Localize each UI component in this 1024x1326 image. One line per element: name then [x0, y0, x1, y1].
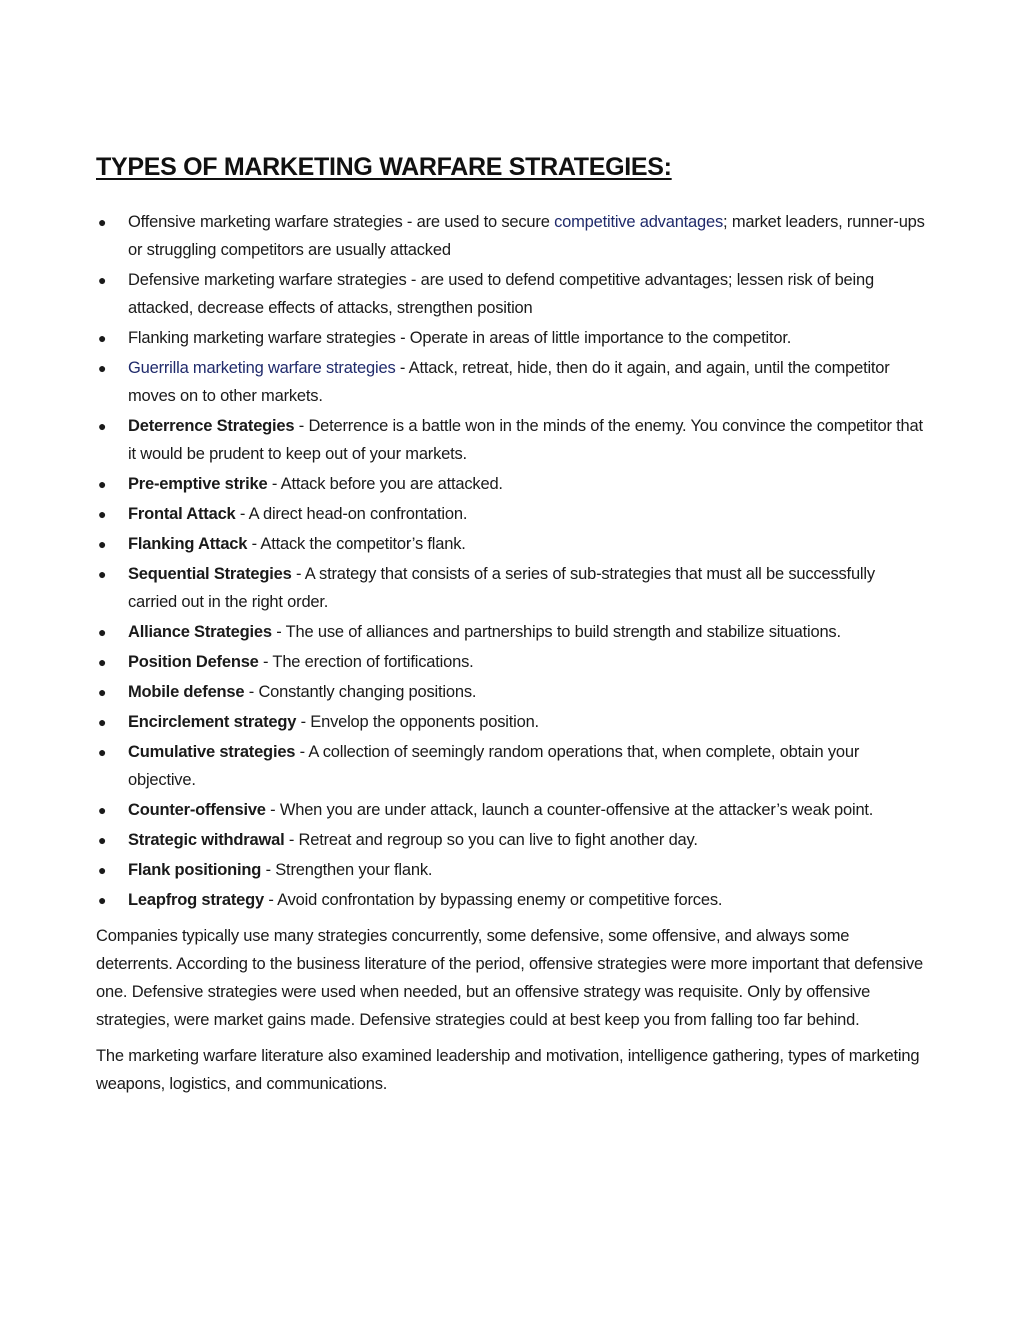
bullet-icon: ●	[98, 802, 107, 818]
item-term: Alliance Strategies	[128, 623, 272, 641]
item-term: Frontal Attack	[128, 505, 236, 523]
item-text: - Envelop the opponents position.	[296, 713, 539, 731]
item-text: - The erection of fortifications.	[258, 653, 474, 671]
item-term: Cumulative strategies	[128, 743, 296, 761]
item-term: Mobile defense	[128, 683, 245, 701]
body-paragraph: Companies typically use many strategies concurrently, some defensive, some offensive, and always some deterrents. According to the business literature of the period, offensive strategies were more important that defensive one. Defensive strategies were used when needed, but an offensive strategy was requisite. Only by offensive strategies, were market gains made. Defensive strategies could at best keep you from falling too far behind.	[96, 927, 924, 1029]
list-item	[96, 886, 928, 914]
bullet-icon: ●	[98, 744, 107, 760]
list-item	[96, 470, 928, 498]
competitive-advantages-link[interactable]: competitive advantages	[554, 213, 724, 231]
item-text: - When you are under attack, launch a counter-offensive at the attacker’s weak point.	[265, 801, 874, 819]
guerrilla-marketing-link[interactable]: Guerrilla marketing warfare strategies	[128, 359, 396, 377]
item-term: Sequential Strategies	[128, 565, 292, 583]
body-paragraph: The marketing warfare literature also examined leadership and motivation, intelligence gathering, types of marketing weapons, logistics, and communications.	[96, 1047, 920, 1093]
item-term: Flank positioning	[128, 861, 262, 879]
item-text: - Constantly changing positions.	[244, 683, 477, 701]
bullet-icon: ●	[98, 476, 107, 492]
strategy-list	[96, 208, 928, 914]
bullet-icon: ●	[98, 654, 107, 670]
list-item	[96, 354, 928, 410]
list-item	[96, 500, 928, 528]
list-item	[96, 266, 928, 322]
item-text: - Attack, retreat, hide, then do it again, and again, until the competitor moves on to other markets.	[128, 359, 890, 405]
item-text: - A collection of seemingly random operations that, when complete, obtain your objective.	[128, 743, 860, 789]
bullet-icon: ●	[98, 418, 107, 434]
item-text: - Strengthen your flank.	[261, 861, 433, 879]
list-item	[96, 648, 928, 676]
item-term: Strategic withdrawal	[128, 831, 285, 849]
list-item	[96, 856, 928, 884]
bullet-icon: ●	[98, 624, 107, 640]
list-item	[96, 708, 928, 736]
item-term: Encirclement strategy	[128, 713, 297, 731]
item-term: Flanking Attack	[128, 535, 248, 553]
list-item	[96, 738, 928, 794]
item-text: Flanking marketing warfare strategies - Operate in areas of little importance to the competitor.	[128, 329, 792, 347]
list-item	[96, 560, 928, 616]
list-item	[96, 530, 928, 558]
item-text: - Retreat and regroup so you can live to fight another day.	[284, 831, 698, 849]
item-prefix: Offensive marketing warfare strategies - are used to secure	[128, 213, 555, 231]
document-page	[96, 150, 928, 1106]
bullet-icon: ●	[98, 714, 107, 730]
bullet-icon: ●	[98, 360, 107, 376]
bullet-icon: ●	[98, 892, 107, 908]
item-term: Deterrence Strategies	[128, 417, 295, 435]
list-item	[96, 324, 928, 352]
page-title: TYPES OF MARKETING WARFARE STRATEGIES:	[96, 153, 672, 181]
item-text: - Deterrence is a battle won in the minds of the enemy. You convince the competitor that it would be prudent to keep out of your markets.	[128, 417, 923, 463]
item-term: Position Defense	[128, 653, 259, 671]
bullet-icon: ●	[98, 506, 107, 522]
bullet-icon: ●	[98, 330, 107, 346]
bullet-icon: ●	[98, 832, 107, 848]
list-item	[96, 412, 928, 468]
bullet-icon: ●	[98, 214, 107, 230]
list-item	[96, 678, 928, 706]
item-text: - A direct head-on confrontation.	[235, 505, 468, 523]
item-term: Pre-emptive strike	[128, 475, 268, 493]
bullet-icon: ●	[98, 566, 107, 582]
item-text: - Avoid confrontation by bypassing enemy or competitive forces.	[263, 891, 723, 909]
bullet-icon: ●	[98, 862, 107, 878]
item-text: - Attack before you are attacked.	[267, 475, 503, 493]
list-item	[96, 618, 928, 646]
item-text: - Attack the competitor’s flank.	[247, 535, 466, 553]
item-text: - A strategy that consists of a series of sub-strategies that must all be successfully carried out in the right order.	[128, 565, 875, 611]
list-item	[96, 826, 928, 854]
bullet-icon: ●	[98, 684, 107, 700]
list-item	[96, 208, 928, 264]
item-term: Leapfrog strategy	[128, 891, 264, 909]
bullet-icon: ●	[98, 272, 107, 288]
item-text: ; market leaders, runner-ups or struggling competitors are usually attacked	[128, 213, 925, 259]
item-text: Defensive marketing warfare strategies - are used to defend competitive advantages; lessen risk of being attacked, decrease effects of attacks, strengthen position	[128, 271, 874, 317]
item-term: Counter-offensive	[128, 801, 266, 819]
list-item	[96, 796, 928, 824]
bullet-icon: ●	[98, 536, 107, 552]
item-text: - The use of alliances and partnerships to build strength and stabilize situations.	[271, 623, 841, 641]
